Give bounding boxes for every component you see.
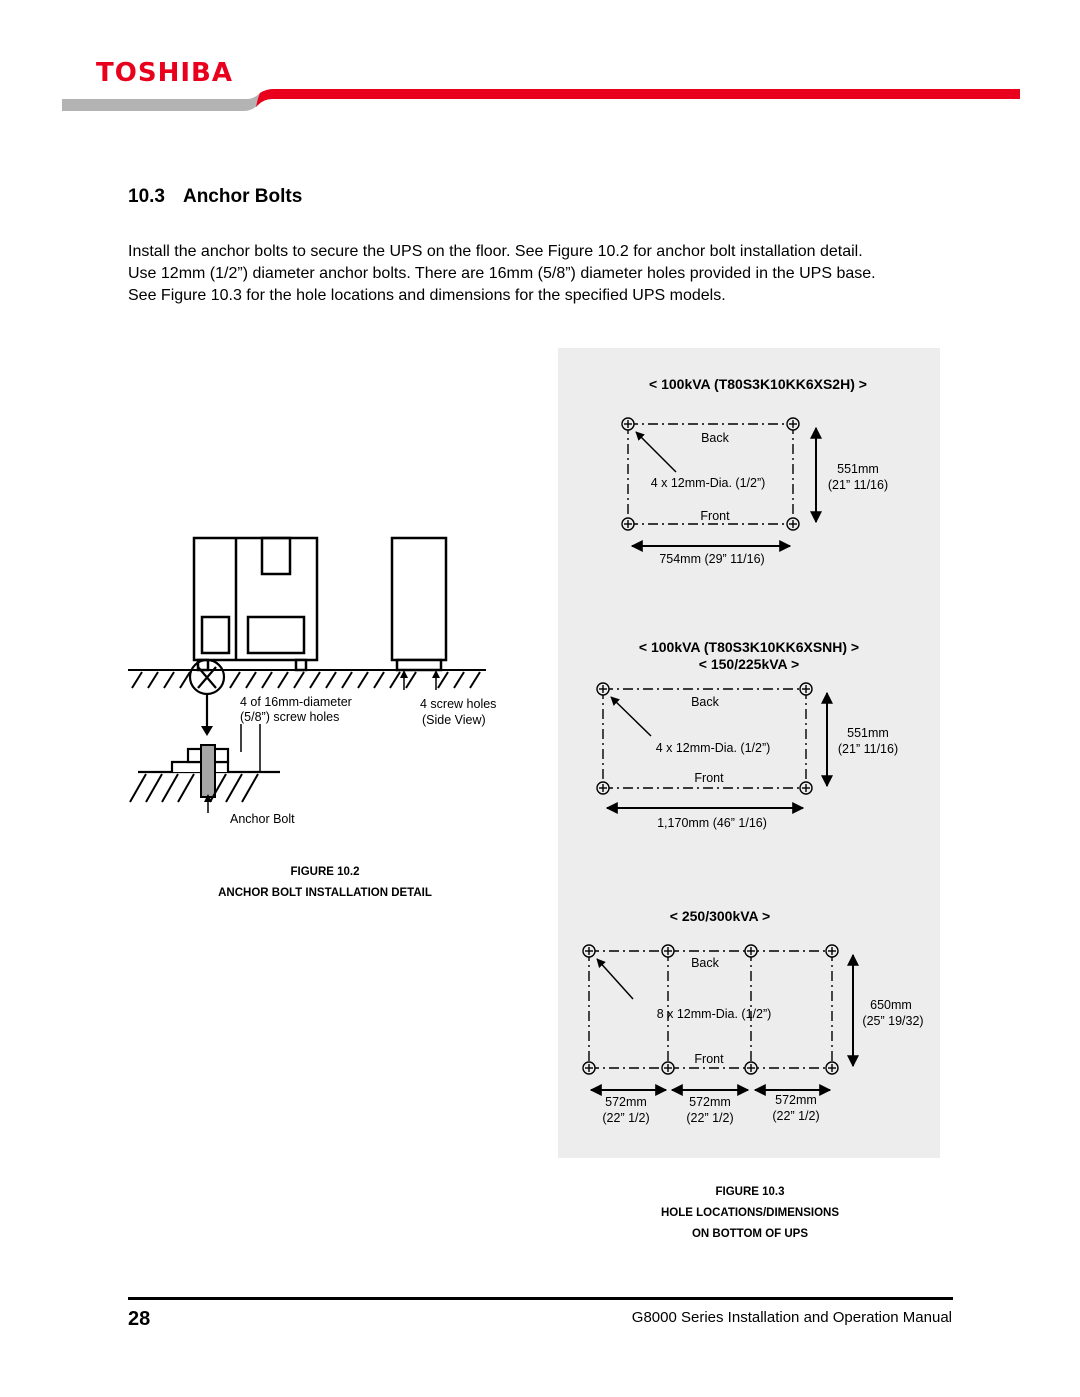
d2-depth-in: (21” 11/16) <box>837 742 899 756</box>
footer-manual-title: G8000 Series Installation and Operation Manual <box>631 1309 952 1326</box>
d2-back-label: Back <box>691 695 719 709</box>
caption-title: ANCHOR BOLT INSTALLATION DETAIL <box>218 887 432 899</box>
d2-heading: < 150/225kVA > <box>698 656 800 672</box>
d2-depth-mm: 551mm <box>847 726 889 740</box>
d1-front-label: Front <box>700 509 730 523</box>
d3-heading: < 250/300kVA > <box>669 908 771 924</box>
fig2-side-label: (Side View) <box>422 713 486 727</box>
caption-number: FIGURE 10.2 <box>290 866 360 878</box>
d1-depth-in: (21” 11/16) <box>827 478 889 492</box>
figure-10-3-caption <box>560 1182 940 1245</box>
section-number: 10.3 <box>128 186 165 207</box>
d3-back-label: Back <box>691 956 719 970</box>
d2-bolt-label: 4 x 12mm-Dia. (1/2”) <box>655 741 771 755</box>
d1-depth-mm: 551mm <box>837 462 879 476</box>
caption-title: ON BOTTOM OF UPS <box>691 1228 809 1240</box>
d1-bolt-label: 4 x 12mm-Dia. (1/2”) <box>650 476 766 490</box>
d3-span-mm: 572mm <box>775 1093 817 1107</box>
d2-front-label: Front <box>694 771 724 785</box>
body-line: See Figure 10.3 for the hole locations and dimensions for the specified UPS models. <box>128 287 726 304</box>
fig2-bolt-label: Anchor Bolt <box>230 812 295 826</box>
body-line: Use 12mm (1/2”) diameter anchor bolts. There are 16mm (5/8”) diameter holes provided in the UPS base. <box>128 265 876 282</box>
d3-span-in: (22” 1/2) <box>686 1111 734 1125</box>
fig2-hole-label: (5/8”) screw holes <box>240 710 340 724</box>
d3-bolt-label: 8 x 12mm-Dia. (1/2”) <box>656 1007 772 1021</box>
toshiba-logo: TOSHIBA <box>96 58 233 88</box>
d1-back-label: Back <box>701 431 729 445</box>
caption-number: FIGURE 10.3 <box>715 1186 785 1198</box>
d3-depth-in: (25” 19/32) <box>862 1014 924 1028</box>
section-title: Anchor Bolts <box>182 186 303 207</box>
d3-span-mm: 572mm <box>605 1095 647 1109</box>
d3-depth-mm: 650mm <box>870 998 912 1012</box>
d2-heading: < 100kVA (T80S3K10KK6XSNH) > <box>638 639 860 655</box>
footer-rule <box>128 1297 953 1300</box>
page-number: 28 <box>128 1308 151 1330</box>
fig2-hole-label: 4 of 16mm-diameter <box>240 695 352 709</box>
d1-width-label: 754mm (29” 11/16) <box>659 552 765 566</box>
d3-front-label: Front <box>694 1052 724 1066</box>
d3-span-in: (22” 1/2) <box>602 1111 650 1125</box>
d1-heading: < 100kVA (T80S3K10KK6XS2H) > <box>649 376 867 392</box>
d3-span-mm: 572mm <box>689 1095 731 1109</box>
caption-title: HOLE LOCATIONS/DIMENSIONS <box>660 1207 840 1219</box>
body-line: Install the anchor bolts to secure the UPS on the floor. See Figure 10.2 for anchor bolt installation detail. <box>128 243 863 260</box>
d3-span-in: (22” 1/2) <box>772 1109 820 1123</box>
d2-width-label: 1,170mm (46” 1/16) <box>657 816 767 830</box>
fig2-side-label: 4 screw holes <box>420 697 497 711</box>
